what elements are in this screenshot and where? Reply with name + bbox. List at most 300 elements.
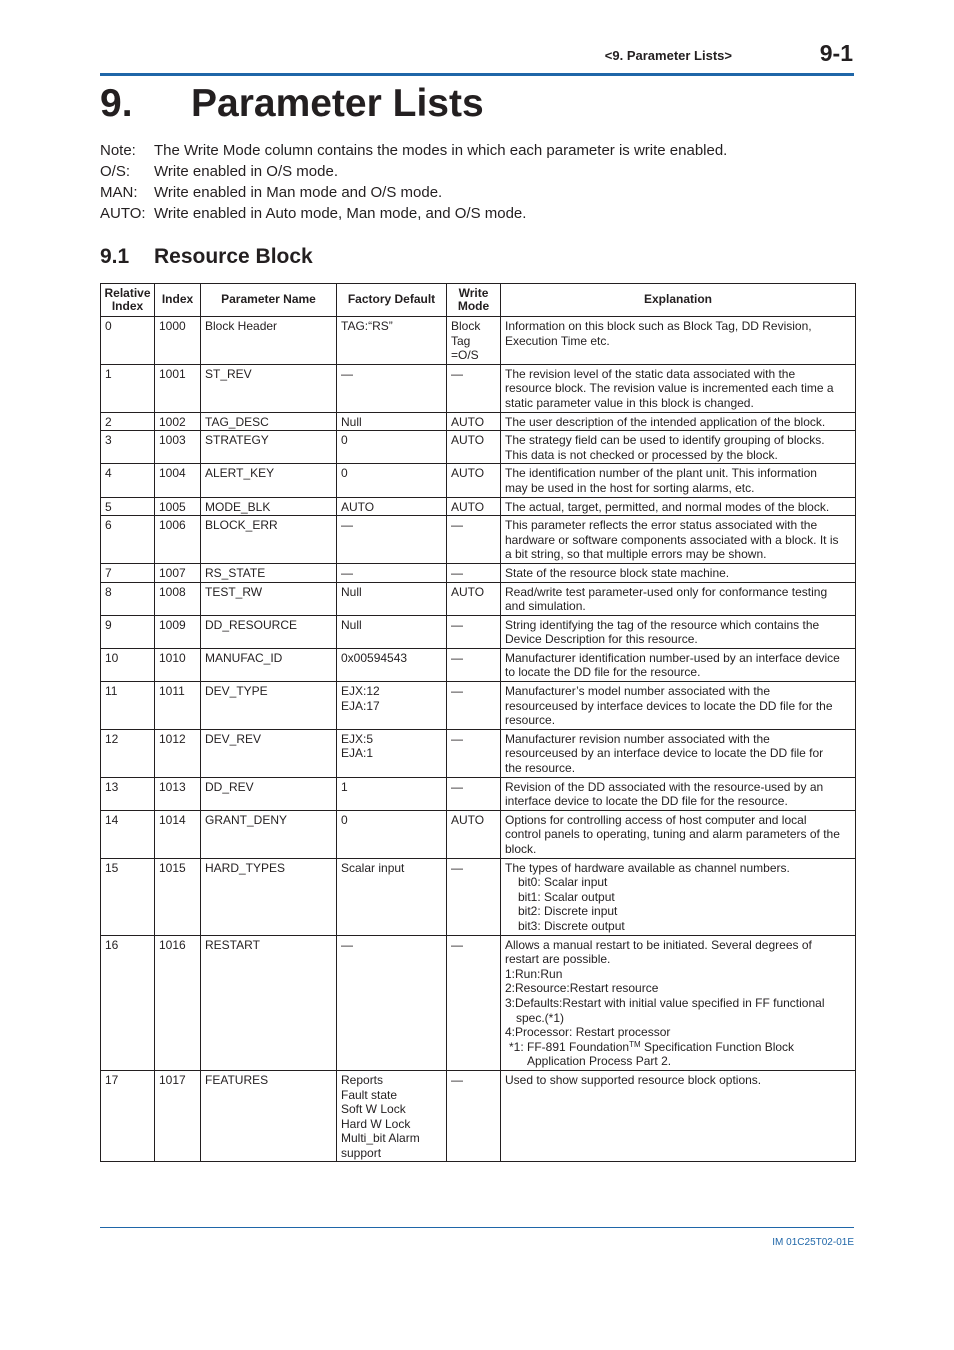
write-mode-cell: [447, 648, 501, 681]
explanation-line: [505, 415, 852, 430]
table-row: [101, 317, 856, 365]
factory-default-cell: [337, 582, 447, 615]
note-text: Write enabled in O/S mode.: [154, 163, 338, 180]
explanation-text: The user description of the intended application of the block.: [505, 414, 826, 429]
factory-default-cell: [337, 497, 447, 516]
table-header-row: [101, 284, 856, 317]
explanation-cell: [501, 615, 856, 648]
factory-default-line: Soft W Lock: [341, 1102, 406, 1117]
index-cell: 1008: [155, 582, 201, 615]
write-mode-cell: [447, 615, 501, 648]
explanation-line: [505, 466, 852, 481]
explanation-line: [505, 448, 852, 463]
relative-index-cell: 5: [101, 497, 155, 516]
section-title: [100, 245, 860, 273]
factory-default-line: —: [341, 366, 353, 381]
write-mode-cell: [447, 777, 501, 810]
explanation-line: [505, 1054, 852, 1069]
explanation-line: [505, 952, 852, 967]
explanation-text: spec.(*1): [516, 1010, 565, 1025]
write-mode-line: —: [451, 565, 463, 580]
note-row: [100, 163, 860, 184]
factory-default-cell: [337, 729, 447, 777]
write-mode-cell: [447, 810, 501, 858]
explanation-line: [505, 500, 852, 515]
factory-default-line: EJX:12: [341, 684, 380, 699]
factory-default-line: EJX:5: [341, 731, 374, 746]
factory-default-cell: [337, 431, 447, 464]
explanation-line: [505, 1073, 852, 1088]
index-cell: 1001: [155, 364, 201, 412]
explanation-text: a bit string, so that multiple errors may be shown.: [505, 547, 767, 562]
table-row: [101, 615, 856, 648]
explanation-cell: [501, 317, 856, 365]
write-mode-cell: [447, 563, 501, 582]
parameter-name-cell: TEST_RW: [201, 582, 337, 615]
relative-index-cell: 14: [101, 810, 155, 858]
explanation-line: [505, 547, 852, 562]
write-mode-line: AUTO: [451, 499, 485, 514]
explanation-line: [505, 842, 852, 857]
relative-index-cell: 17: [101, 1070, 155, 1162]
write-mode-line: —: [451, 684, 463, 699]
factory-default-line: Hard W Lock: [341, 1116, 411, 1131]
table-row: [101, 431, 856, 464]
factory-default-cell: [337, 858, 447, 935]
factory-default-line: Reports: [341, 1072, 384, 1087]
explanation-line: [505, 904, 852, 919]
table-body: [101, 317, 856, 1162]
factory-default-cell: [337, 935, 447, 1070]
section-number: 9.1: [100, 245, 130, 268]
explanation-text: This parameter reflects the error status associated with the: [505, 518, 818, 533]
explanation-text: Manufacturer’s model number associated with the: [505, 684, 771, 699]
explanation-text: Information on this block such as Block Tag, DD Revision,: [505, 319, 812, 333]
write-mode-line: —: [451, 650, 463, 665]
index-cell: 1015: [155, 858, 201, 935]
explanation-line: [505, 367, 852, 382]
column-header-parameter-name: Parameter Name: [201, 284, 337, 317]
parameter-name-cell: RESTART: [201, 935, 337, 1070]
parameter-name-cell: STRATEGY: [201, 431, 337, 464]
explanation-text: static parameter value in this block is changed.: [505, 395, 754, 410]
explanation-line: [505, 746, 852, 761]
factory-default-line: TAG:“RS”: [341, 319, 393, 333]
write-mode-line: —: [451, 518, 463, 533]
explanation-line: [505, 1025, 852, 1040]
table-row: [101, 412, 856, 431]
explanation-line: [505, 713, 852, 728]
relative-index-cell: 1: [101, 364, 155, 412]
relative-index-cell: 4: [101, 464, 155, 497]
note-row: [100, 184, 860, 205]
factory-default-cell: [337, 412, 447, 431]
relative-index-cell: 9: [101, 615, 155, 648]
factory-default-line: 0: [341, 433, 348, 448]
chapter-title-text: Parameter Lists: [191, 82, 484, 125]
page-number: 9-1: [819, 40, 853, 66]
explanation-line: [505, 481, 852, 496]
parameter-name-cell: BLOCK_ERR: [201, 516, 337, 564]
table-row: [101, 729, 856, 777]
factory-default-cell: [337, 682, 447, 730]
index-cell: 1013: [155, 777, 201, 810]
explanation-text: Manufacturer revision number associated with the: [505, 731, 770, 746]
explanation-text: Specification Function Block: [640, 1039, 795, 1054]
factory-default-cell: [337, 317, 447, 365]
relative-index-cell: 16: [101, 935, 155, 1070]
parameter-name-cell: ALERT_KEY: [201, 464, 337, 497]
factory-default-line: 1: [341, 779, 348, 794]
explanation-cell: [501, 810, 856, 858]
write-mode-line: AUTO: [451, 466, 485, 481]
explanation-line: [505, 433, 852, 448]
table-row: [101, 810, 856, 858]
explanation-text: Used to show supported resource block options.: [505, 1072, 762, 1087]
explanation-text: Read/write test parameter-used only for conformance testing: [505, 584, 828, 599]
index-cell: 1000: [155, 317, 201, 365]
column-header-index: Index: [155, 284, 201, 317]
write-mode-notes: [100, 142, 860, 226]
explanation-line: [505, 890, 852, 905]
explanation-line: [505, 732, 852, 747]
explanation-cell: [501, 648, 856, 681]
factory-default-line: EJA:17: [341, 698, 380, 713]
explanation-text: The identification number of the plant unit. This information: [505, 466, 817, 481]
index-cell: 1007: [155, 563, 201, 582]
parameter-name-cell: GRANT_DENY: [201, 810, 337, 858]
factory-default-line: 0: [341, 812, 348, 827]
write-mode-line: —: [451, 617, 463, 632]
explanation-text: Manufacturer identification number-used by an interface device: [505, 650, 840, 665]
factory-default-cell: [337, 1070, 447, 1162]
explanation-text: Revision of the DD associated with the resource-used by an: [505, 779, 824, 794]
write-mode-line: AUTO: [451, 433, 485, 448]
explanation-cell: [501, 682, 856, 730]
index-cell: 1011: [155, 682, 201, 730]
explanation-line: [505, 684, 852, 699]
explanation-line: [505, 632, 852, 647]
document-number: IM 01C25T02-01E: [772, 1237, 854, 1248]
index-cell: 1016: [155, 935, 201, 1070]
explanation-line: [505, 518, 852, 533]
footer-rule: [100, 1227, 854, 1228]
explanation-line: [505, 1011, 852, 1026]
table-row: [101, 582, 856, 615]
index-cell: 1005: [155, 497, 201, 516]
write-mode-cell: [447, 497, 501, 516]
explanation-text: 1:Run:Run: [505, 966, 563, 981]
explanation-text: bit1: Scalar output: [518, 889, 615, 904]
index-cell: 1017: [155, 1070, 201, 1162]
note-text: Write enabled in Auto mode, Man mode, and O/S mode.: [154, 205, 527, 222]
table-row: [101, 777, 856, 810]
explanation-text: *1: FF-891 Foundation: [509, 1039, 630, 1054]
write-mode-cell: [447, 582, 501, 615]
factory-default-cell: [337, 810, 447, 858]
index-cell: 1010: [155, 648, 201, 681]
factory-default-line: —: [341, 937, 353, 952]
resource-block-parameter-table: [100, 283, 856, 1162]
explanation-text: Options for controlling access of host computer and local: [505, 812, 807, 827]
write-mode-line: =O/S: [451, 348, 479, 363]
parameter-name-cell: Block Header: [201, 317, 337, 365]
explanation-text: may be used in the host for sorting alarms, etc.: [505, 480, 755, 495]
relative-index-cell: 13: [101, 777, 155, 810]
explanation-line: [505, 699, 852, 714]
explanation-text: block.: [505, 842, 537, 856]
explanation-text: Application Process Part 2.: [527, 1054, 672, 1069]
explanation-cell: [501, 935, 856, 1070]
explanation-cell: [501, 858, 856, 935]
write-mode-cell: [447, 317, 501, 365]
explanation-cell: [501, 464, 856, 497]
write-mode-cell: [447, 935, 501, 1070]
explanation-text: to locate the DD file for the resource.: [505, 665, 701, 680]
index-cell: 1009: [155, 615, 201, 648]
factory-default-line: Multi_bit Alarm: [341, 1131, 420, 1146]
relative-index-cell: 3: [101, 431, 155, 464]
explanation-text: and simulation.: [505, 599, 586, 614]
explanation-line: [505, 665, 852, 680]
table-row: [101, 648, 856, 681]
explanation-line: [505, 996, 852, 1011]
relative-index-cell: 12: [101, 729, 155, 777]
trademark-superscript: TM: [629, 1039, 641, 1049]
note-label: O/S:: [100, 163, 131, 180]
factory-default-line: Null: [341, 617, 362, 632]
parameter-name-cell: DD_REV: [201, 777, 337, 810]
explanation-text: String identifying the tag of the resource which contains the: [505, 617, 820, 632]
note-text: The Write Mode column contains the modes in which each parameter is write enabled.: [154, 142, 728, 159]
explanation-line: [505, 533, 852, 548]
running-header-section: <9. Parameter Lists>: [604, 48, 732, 63]
explanation-line: [505, 381, 852, 396]
explanation-line: [505, 585, 852, 600]
parameter-name-cell: DEV_REV: [201, 729, 337, 777]
explanation-line: [505, 651, 852, 666]
explanation-line: [505, 599, 852, 614]
write-mode-line: AUTO: [451, 414, 485, 429]
factory-default-line: Scalar input: [341, 860, 405, 875]
explanation-text: resourceused by interface devices to locate the DD file for the: [505, 698, 833, 713]
explanation-line: [505, 566, 852, 581]
parameter-name-cell: RS_STATE: [201, 563, 337, 582]
write-mode-cell: [447, 1070, 501, 1162]
relative-index-cell: 0: [101, 317, 155, 365]
explanation-line: [505, 761, 852, 776]
factory-default-line: AUTO: [341, 499, 375, 514]
explanation-line: [505, 861, 852, 876]
note-label: AUTO:: [100, 205, 146, 222]
explanation-line: [505, 396, 852, 411]
table-row: [101, 563, 856, 582]
explanation-line: [505, 827, 852, 842]
explanation-text: The types of hardware available as channel numbers.: [505, 860, 790, 875]
write-mode-cell: [447, 682, 501, 730]
explanation-cell: [501, 563, 856, 582]
explanation-text: bit0: Scalar input: [518, 875, 608, 890]
explanation-text: resourceused by an interface device to locate the DD file for: [505, 746, 824, 761]
explanation-text: 3:Defaults:Restart with initial value specified in FF functional: [505, 995, 825, 1010]
column-header-relative-index: Relative Index: [101, 284, 155, 317]
explanation-cell: [501, 516, 856, 564]
chapter-number: 9.: [100, 82, 133, 125]
note-text: Write enabled in Man mode and O/S mode.: [154, 184, 443, 201]
table-row: [101, 858, 856, 935]
explanation-cell: [501, 777, 856, 810]
factory-default-line: 0x00594543: [341, 650, 408, 665]
explanation-cell: [501, 1070, 856, 1162]
table-row: [101, 364, 856, 412]
write-mode-cell: [447, 364, 501, 412]
factory-default-line: Null: [341, 584, 362, 599]
relative-index-cell: 15: [101, 858, 155, 935]
write-mode-line: —: [451, 731, 463, 746]
table-row: [101, 464, 856, 497]
write-mode-cell: [447, 431, 501, 464]
explanation-text: The actual, target, permitted, and normal modes of the block.: [505, 499, 830, 514]
note-row: [100, 142, 860, 163]
explanation-text: bit3: Discrete output: [518, 918, 625, 933]
write-mode-line: —: [451, 937, 463, 952]
factory-default-cell: [337, 777, 447, 810]
relative-index-cell: 8: [101, 582, 155, 615]
table-row: [101, 935, 856, 1070]
explanation-line: [505, 813, 852, 828]
explanation-text: Device Description for this resource.: [505, 632, 698, 647]
parameter-name-cell: DEV_TYPE: [201, 682, 337, 730]
write-mode-line: —: [451, 1072, 463, 1087]
explanation-text: 4:Processor: Restart processor: [505, 1025, 671, 1040]
relative-index-cell: 7: [101, 563, 155, 582]
explanation-text: The strategy field can be used to identify grouping of blocks.: [505, 433, 825, 448]
write-mode-line: —: [451, 366, 463, 381]
write-mode-cell: [447, 464, 501, 497]
explanation-text: restart are possible.: [505, 952, 611, 967]
write-mode-line: —: [451, 779, 463, 794]
index-cell: 1012: [155, 729, 201, 777]
explanation-text: The revision level of the static data associated with the: [505, 366, 796, 381]
explanation-cell: [501, 582, 856, 615]
explanation-text: bit2: Discrete input: [518, 904, 618, 919]
factory-default-line: support: [341, 1145, 382, 1160]
factory-default-line: —: [341, 518, 353, 533]
index-cell: 1004: [155, 464, 201, 497]
factory-default-line: 0: [341, 466, 348, 481]
parameter-name-cell: FEATURES: [201, 1070, 337, 1162]
factory-default-cell: [337, 516, 447, 564]
write-mode-cell: [447, 729, 501, 777]
explanation-line: [505, 967, 852, 982]
write-mode-cell: [447, 516, 501, 564]
explanation-text: interface device to locate the DD file for the resource.: [505, 794, 788, 809]
parameter-name-cell: HARD_TYPES: [201, 858, 337, 935]
factory-default-cell: [337, 364, 447, 412]
factory-default-cell: [337, 464, 447, 497]
explanation-line: [505, 780, 852, 795]
explanation-line: [505, 981, 852, 996]
index-cell: 1002: [155, 412, 201, 431]
explanation-text: State of the resource block state machine.: [505, 565, 730, 580]
column-header-write-mode: Write Mode: [447, 284, 501, 317]
chapter-title: [100, 82, 860, 130]
note-label: MAN:: [100, 184, 138, 201]
explanation-text: resource block. The revision value is incremented each time a: [505, 381, 834, 396]
write-mode-line: Tag: [451, 333, 471, 348]
explanation-line: [505, 618, 852, 633]
write-mode-line: Block: [451, 319, 481, 333]
note-label: Note:: [100, 142, 136, 159]
explanation-cell: [501, 412, 856, 431]
parameter-name-cell: ST_REV: [201, 364, 337, 412]
explanation-line: [505, 319, 852, 334]
explanation-line: [505, 794, 852, 809]
write-mode-line: AUTO: [451, 584, 485, 599]
explanation-cell: [501, 729, 856, 777]
index-cell: 1003: [155, 431, 201, 464]
table-row: [101, 497, 856, 516]
factory-default-line: —: [341, 565, 353, 580]
explanation-text: control panels to operating, tuning and alarm parameters of the: [505, 827, 840, 842]
table-row: [101, 682, 856, 730]
relative-index-cell: 11: [101, 682, 155, 730]
note-row: [100, 205, 860, 226]
explanation-text: hardware or software components associated with a block. It is: [505, 532, 839, 547]
explanation-line: [505, 1040, 852, 1055]
factory-default-cell: [337, 615, 447, 648]
table-row: [101, 1070, 856, 1162]
relative-index-cell: 6: [101, 516, 155, 564]
write-mode-cell: [447, 412, 501, 431]
explanation-text: Execution Time etc.: [505, 333, 610, 348]
explanation-text: the resource.: [505, 761, 576, 776]
explanation-line: [505, 875, 852, 890]
write-mode-line: —: [451, 860, 463, 875]
column-header-factory-default: Factory Default: [337, 284, 447, 317]
explanation-cell: [501, 364, 856, 412]
write-mode-line: AUTO: [451, 812, 485, 827]
factory-default-line: Null: [341, 414, 362, 429]
index-cell: 1006: [155, 516, 201, 564]
factory-default-line: Fault state: [341, 1087, 398, 1102]
explanation-line: [505, 938, 852, 953]
factory-default-cell: [337, 563, 447, 582]
explanation-line: [505, 334, 852, 349]
explanation-text: This data is not checked or processed by the block.: [505, 447, 778, 462]
relative-index-cell: 2: [101, 412, 155, 431]
parameter-name-cell: MODE_BLK: [201, 497, 337, 516]
column-header-explanation: Explanation: [501, 284, 856, 317]
explanation-cell: [501, 497, 856, 516]
relative-index-cell: 10: [101, 648, 155, 681]
explanation-cell: [501, 431, 856, 464]
explanation-text: Allows a manual restart to be initiated. Several degrees of: [505, 937, 812, 952]
factory-default-line: EJA:1: [341, 746, 374, 761]
parameter-name-cell: TAG_DESC: [201, 412, 337, 431]
parameter-name-cell: DD_RESOURCE: [201, 615, 337, 648]
write-mode-cell: [447, 858, 501, 935]
index-cell: 1014: [155, 810, 201, 858]
explanation-text: resource.: [505, 713, 556, 728]
header-rule: [100, 73, 854, 76]
factory-default-cell: [337, 648, 447, 681]
table-row: [101, 516, 856, 564]
explanation-line: [505, 919, 852, 934]
explanation-text: 2:Resource:Restart resource: [505, 981, 659, 996]
parameter-name-cell: MANUFAC_ID: [201, 648, 337, 681]
section-title-text: Resource Block: [154, 245, 313, 268]
